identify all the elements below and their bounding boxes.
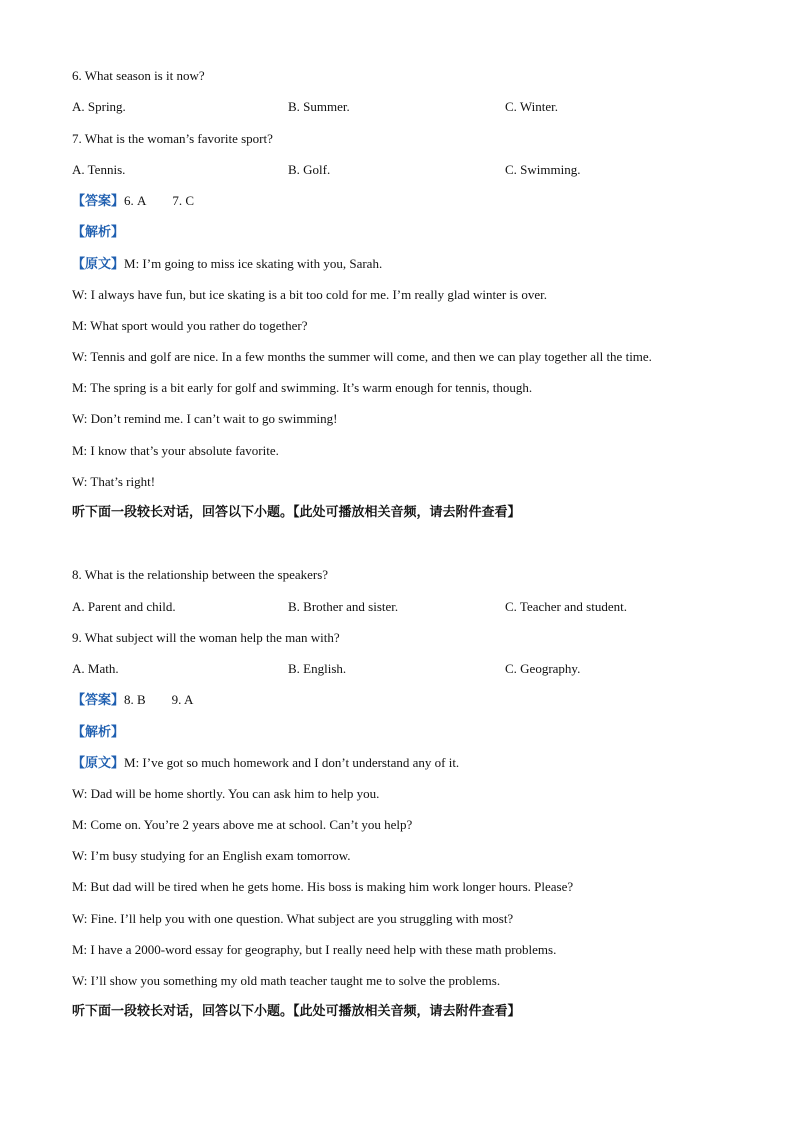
q6-option-c: C. Winter.	[505, 99, 559, 114]
q7-option-c: C. Swimming.	[505, 162, 581, 177]
answer-tag: 【答案】	[72, 693, 125, 708]
q7-option-a: A. Tennis.	[72, 162, 126, 177]
transcript-line-2-1: W: Dad will be home shortly. You can ask him to help you.	[72, 786, 380, 801]
transcript-text: M: I’m going to miss ice skating with you, Sarah.	[124, 256, 383, 271]
transcript-line-1-2: M: What sport would you rather do together?	[72, 318, 308, 333]
transcript-line-2-3: W: I’m busy studying for an English exam tomorrow.	[72, 848, 351, 863]
analysis-line-1	[72, 224, 124, 241]
q9-option-c: C. Geography.	[505, 661, 581, 676]
analysis-tag: 【解析】	[72, 225, 125, 240]
transcript-line-2-4: M: But dad will be tired when he gets home. His boss is making him work longer hours. Please?	[72, 879, 574, 894]
transcript-line-1-4: M: The spring is a bit early for golf and swimming. It’s warm enough for tennis, though.	[72, 380, 533, 395]
original-tag: 【原文】	[72, 756, 125, 771]
transcript-line-1-5: W: Don’t remind me. I can’t wait to go swimming!	[72, 411, 338, 426]
q9-option-a: A. Math.	[72, 661, 119, 676]
q6-option-a: A. Spring.	[72, 99, 126, 114]
question-8: 8. What is the relationship between the speakers?	[72, 567, 329, 582]
original-tag: 【原文】	[72, 257, 125, 272]
transcript-line-2-2: M: Come on. You’re 2 years above me at school. Can’t you help?	[72, 817, 413, 832]
question-6: 6. What season is it now?	[72, 68, 205, 83]
transcript-line-1-3: W: Tennis and golf are nice. In a few months the summer will come, and then we can play together all the time.	[72, 349, 652, 364]
question-7: 7. What is the woman’s favorite sport?	[72, 131, 273, 146]
q8-option-a: A. Parent and child.	[72, 599, 176, 614]
transcript-line-1-0	[72, 256, 382, 273]
answer-tag: 【答案】	[72, 194, 125, 209]
answer-text: 6. A 7. C	[124, 193, 195, 208]
q8-option-c: C. Teacher and student.	[505, 599, 627, 614]
answer-line-2	[72, 692, 193, 709]
answer-text: 8. B 9. A	[124, 692, 194, 707]
q8-option-b: B. Brother and sister.	[288, 599, 399, 614]
analysis-tag: 【解析】	[72, 725, 125, 740]
transcript-text: M: I’ve got so much homework and I don’t understand any of it.	[124, 755, 460, 770]
transcript-line-1-7: W: That’s right!	[72, 474, 156, 489]
q9-option-b: B. English.	[288, 661, 347, 676]
listening-instruction-2: 听下面一段较长对话，回答以下小题。【此处可播放相关音频，请去附件查看】	[72, 1004, 521, 1019]
transcript-line-2-0	[72, 755, 459, 772]
q6-option-b: B. Summer.	[288, 99, 350, 114]
transcript-line-2-5: W: Fine. I’ll help you with one question. What subject are you struggling with most?	[72, 911, 514, 926]
transcript-line-2-6: M: I have a 2000-word essay for geography, but I really need help with these math problems.	[72, 942, 557, 957]
q7-option-b: B. Golf.	[288, 162, 331, 177]
answer-line-1	[72, 193, 194, 210]
transcript-line-1-1: W: I always have fun, but ice skating is a bit too cold for me. I’m really glad winter is over.	[72, 287, 547, 302]
listening-instruction-1: 听下面一段较长对话，回答以下小题。【此处可播放相关音频，请去附件查看】	[72, 505, 521, 520]
analysis-line-2	[72, 724, 124, 741]
transcript-line-1-6: M: I know that’s your absolute favorite.	[72, 443, 279, 458]
transcript-line-2-7: W: I’ll show you something my old math teacher taught me to solve the problems.	[72, 973, 501, 988]
question-9: 9. What subject will the woman help the man with?	[72, 630, 340, 645]
